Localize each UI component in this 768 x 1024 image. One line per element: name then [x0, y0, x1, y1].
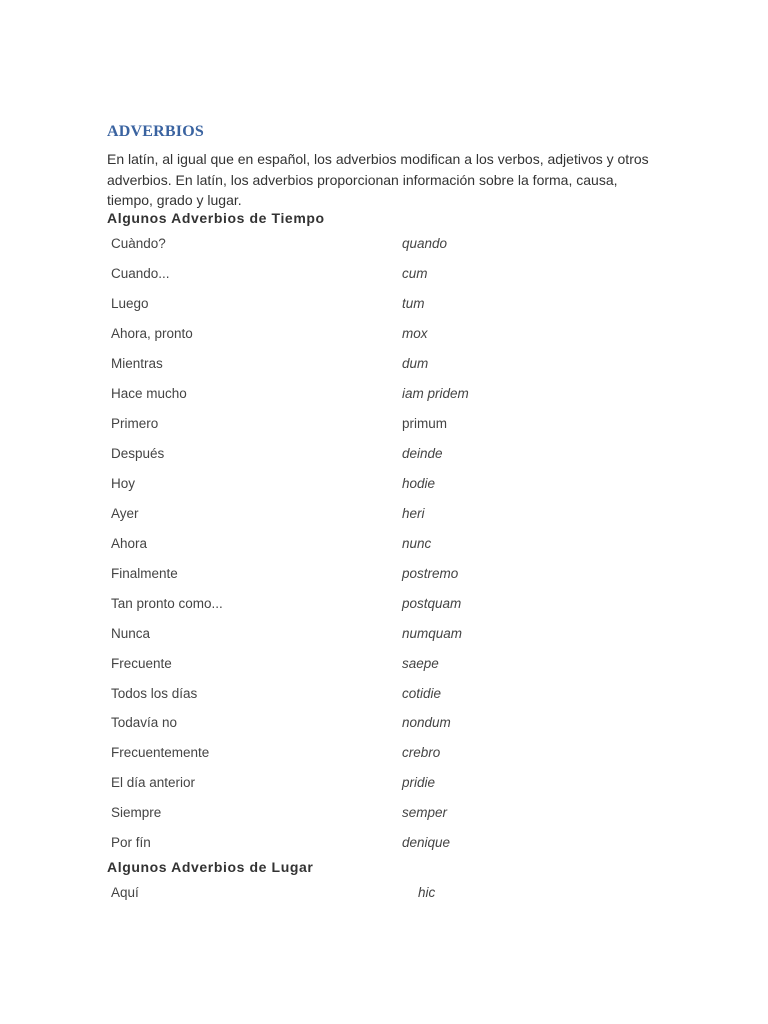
latin-term: postquam	[402, 595, 462, 611]
table-row	[111, 498, 611, 528]
latin-term: heri	[402, 505, 425, 521]
table-row	[111, 678, 611, 708]
spanish-term: Mientras	[111, 356, 163, 372]
spanish-term: Luego	[111, 296, 149, 312]
table-row	[111, 409, 611, 439]
spanish-term: Hace mucho	[111, 386, 187, 402]
table-row	[111, 798, 611, 828]
table-row	[111, 618, 611, 648]
table-row	[111, 828, 611, 858]
table-row	[111, 439, 611, 469]
latin-term: nondum	[402, 715, 451, 731]
tiempo-table	[111, 229, 611, 858]
table-row	[111, 708, 611, 738]
latin-term: cotidie	[402, 685, 442, 701]
spanish-term: Por fín	[111, 835, 151, 851]
intro-paragraph: En latín, al igual que en español, los adverbios modifican a los verbos, adjetivos y otros adverbios. En latín, los adverbios proporcionan información sobre la forma, causa, tiempo, grado y lugar.	[107, 151, 649, 208]
spanish-term: Aquí	[111, 885, 139, 901]
table-row	[111, 229, 611, 259]
latin-term: primum	[402, 416, 448, 432]
spanish-term: Todos los días	[111, 685, 198, 701]
table-row	[111, 289, 611, 319]
latin-term: numquam	[402, 625, 463, 641]
spanish-term: El día anterior	[111, 775, 196, 791]
spanish-term: Hoy	[111, 475, 136, 491]
table-row	[111, 588, 611, 618]
spanish-term: Nunca	[111, 625, 151, 641]
table-row	[111, 259, 611, 289]
table-row	[111, 878, 611, 908]
latin-term: postremo	[402, 565, 459, 581]
section-heading-tiempo: Algunos Adverbios de Tiempo	[107, 210, 325, 226]
spanish-term: Ahora	[111, 535, 148, 551]
table-row	[111, 469, 611, 499]
latin-term: nunc	[402, 535, 432, 551]
section-heading-lugar: Algunos Adverbios de Lugar	[107, 859, 314, 875]
table-row	[111, 379, 611, 409]
document-title: ADVERBIOS	[107, 123, 204, 140]
spanish-term: Después	[111, 446, 165, 462]
latin-term: deinde	[402, 446, 443, 462]
latin-term: saepe	[402, 655, 439, 671]
latin-term: tum	[402, 296, 425, 312]
spanish-term: Cuando...	[111, 266, 170, 282]
latin-term: cum	[402, 266, 428, 282]
spanish-term: Ahora, pronto	[111, 326, 193, 342]
table-row	[111, 558, 611, 588]
spanish-term: Cuàndo?	[111, 236, 166, 252]
table-row	[111, 738, 611, 768]
latin-term: pridie	[402, 775, 436, 791]
lugar-table	[111, 878, 611, 908]
latin-term: dum	[402, 356, 429, 372]
table-row	[111, 768, 611, 798]
table-row	[111, 648, 611, 678]
latin-term: denique	[402, 835, 451, 851]
latin-term: mox	[402, 326, 428, 342]
latin-term: crebro	[402, 745, 441, 761]
latin-term: iam pridem	[402, 386, 469, 402]
table-row	[111, 528, 611, 558]
latin-term: quando	[402, 236, 448, 252]
spanish-term: Tan pronto como...	[111, 595, 223, 611]
table-row	[111, 319, 611, 349]
latin-term: hic	[418, 885, 436, 901]
latin-term: semper	[402, 805, 448, 821]
spanish-term: Ayer	[111, 505, 139, 521]
spanish-term: Siempre	[111, 805, 162, 821]
latin-term: hodie	[402, 475, 436, 491]
spanish-term: Todavía no	[111, 715, 178, 731]
spanish-term: Finalmente	[111, 565, 178, 581]
spanish-term: Frecuentemente	[111, 745, 210, 761]
table-row	[111, 349, 611, 379]
spanish-term: Frecuente	[111, 655, 172, 671]
spanish-term: Primero	[111, 416, 159, 432]
